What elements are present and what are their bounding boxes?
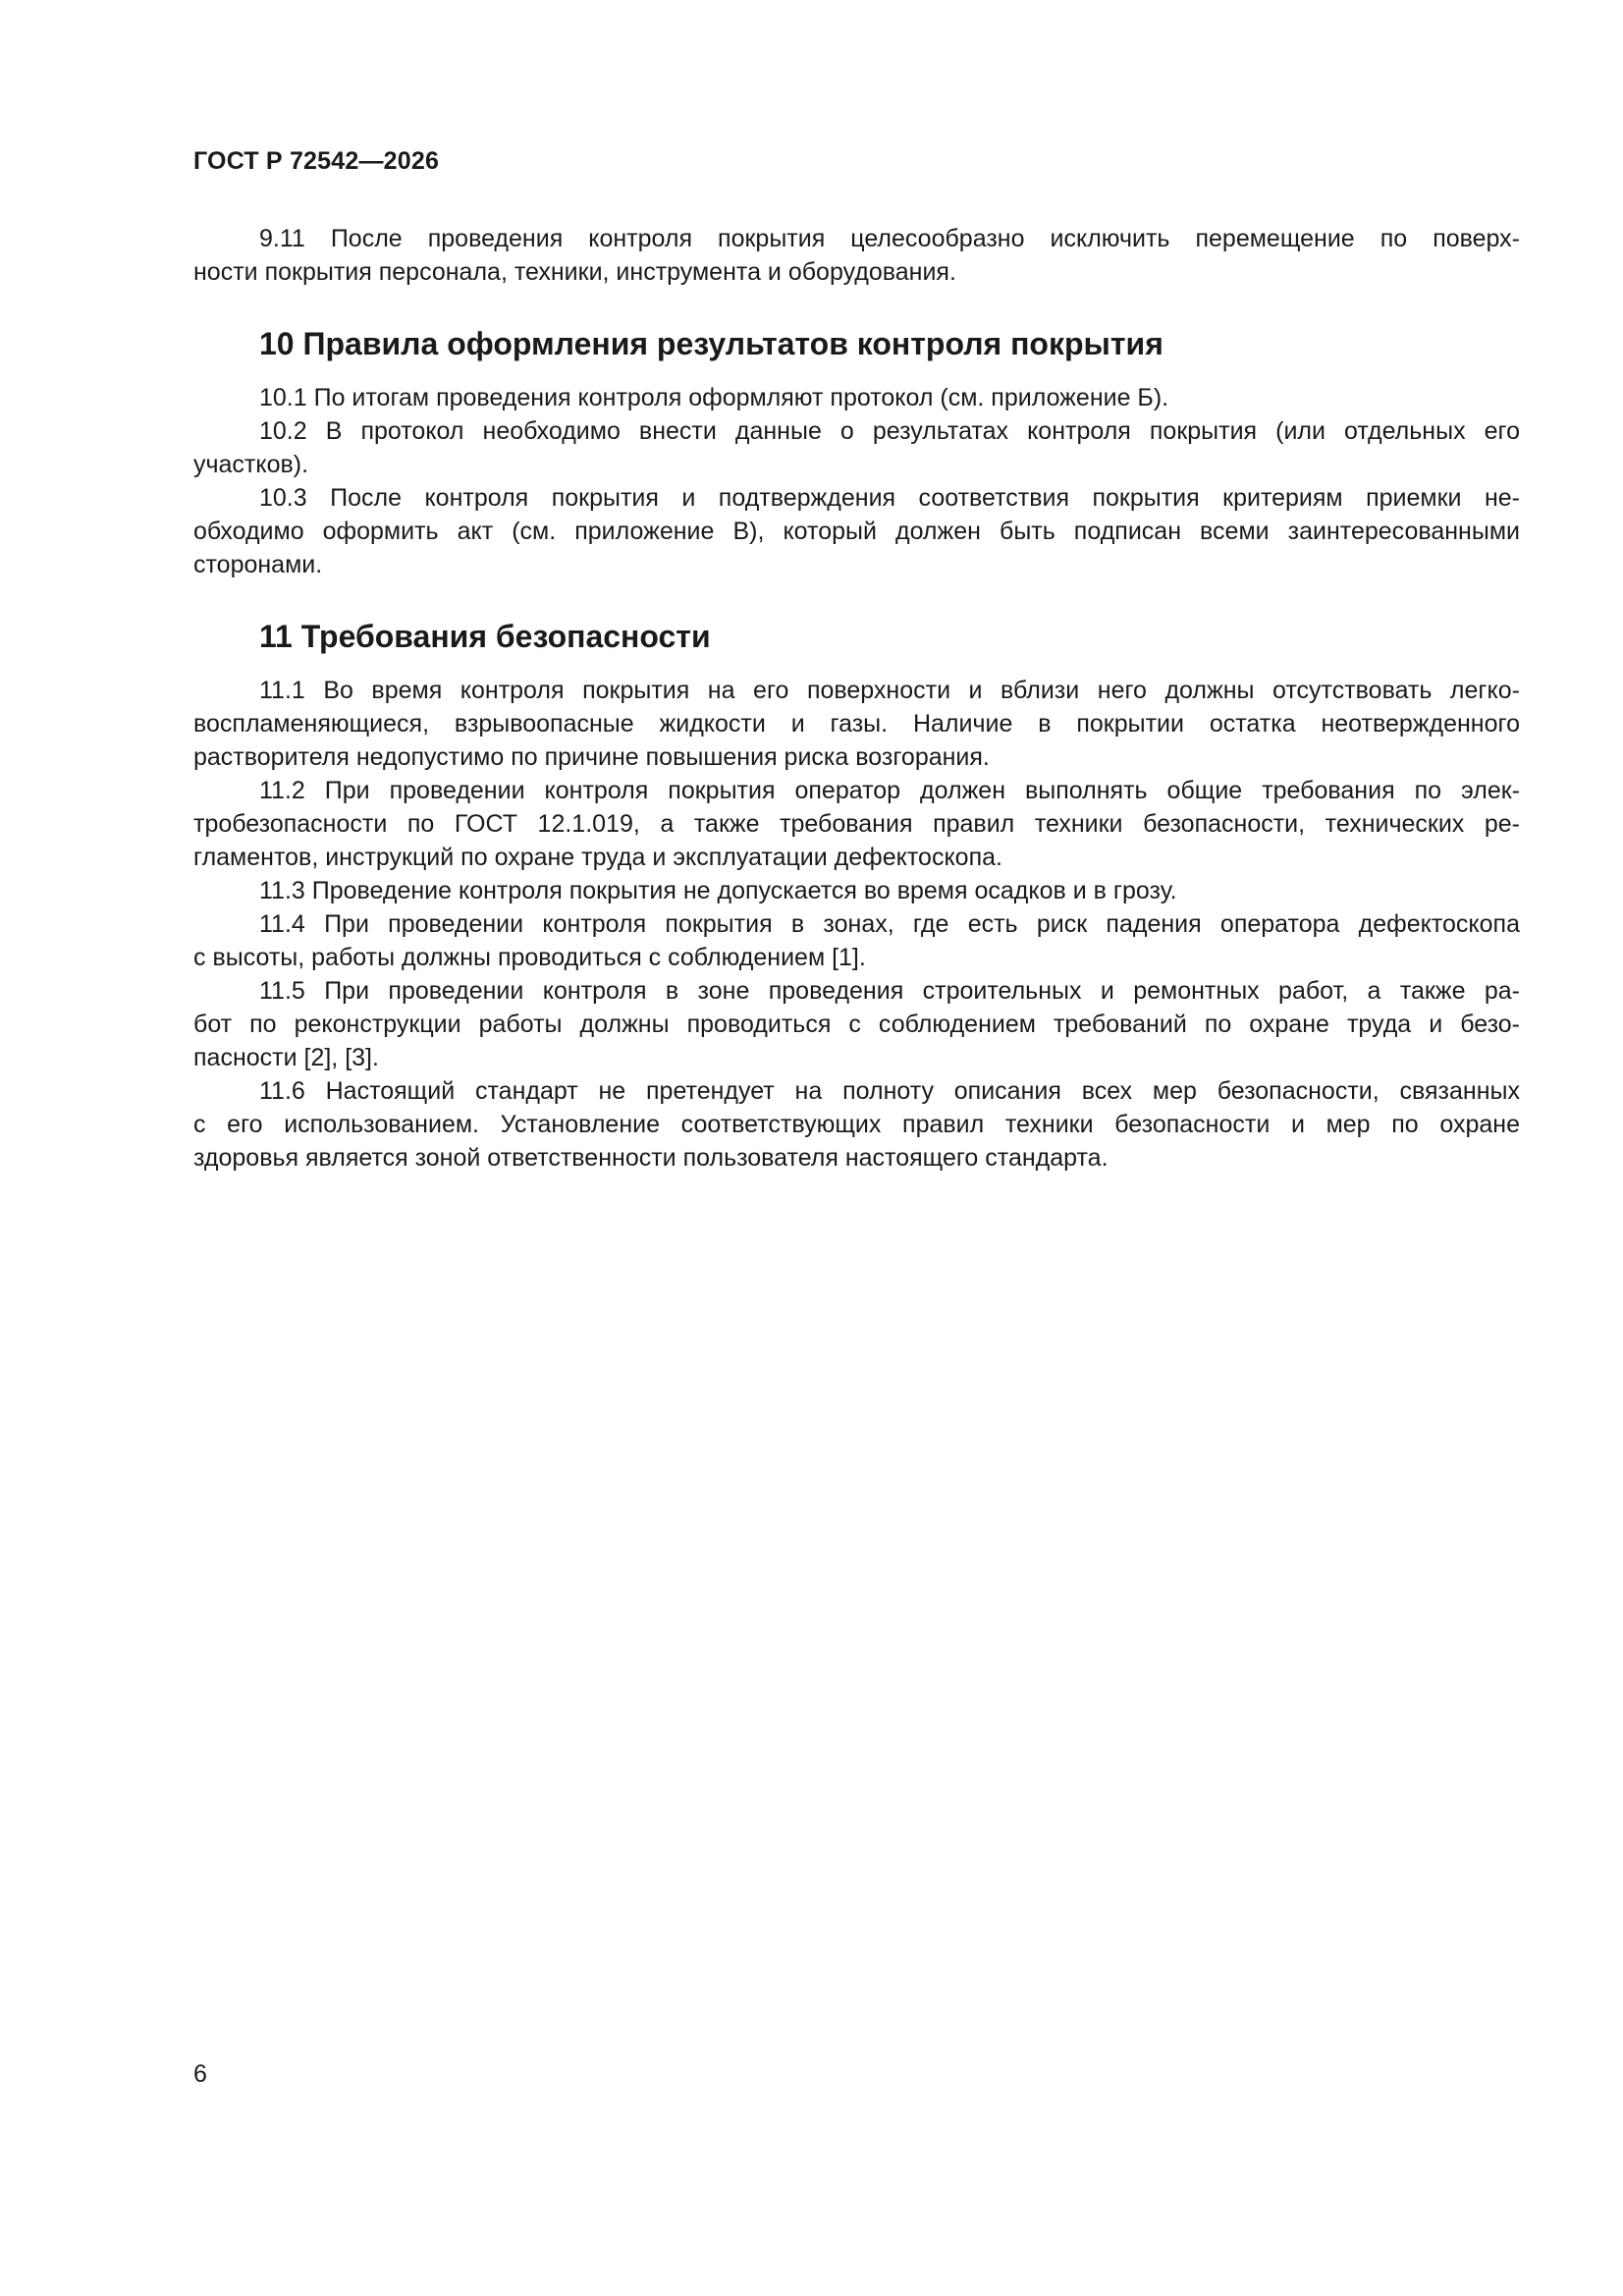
text-line: гламентов, инструкций по охране труда и эксплуатации дефектоскопа. <box>193 844 1002 871</box>
paragraph-11-4 <box>193 907 1520 974</box>
text-line: обходимо оформить акт (см. приложение В), который должен быть подписан всеми заинтересованными <box>193 518 1520 545</box>
document-body <box>193 222 1520 1175</box>
paragraph-11-1 <box>193 674 1520 774</box>
text-line: участков). <box>193 451 309 478</box>
paragraph-11-6 <box>193 1074 1520 1175</box>
text-line: пасности [2], [3]. <box>193 1044 379 1071</box>
paragraph-11-5 <box>193 974 1520 1074</box>
page-number: 6 <box>193 2060 207 2088</box>
text-line: сторонами. <box>193 551 323 578</box>
paragraph-9-11 <box>193 222 1520 289</box>
text-line: 11.4 При проведении контроля покрытия в зонах, где есть риск падения оператора дефектоскопа <box>259 910 1520 938</box>
text-line: 11.1 Во время контроля покрытия на его поверхности и вблизи него должны отсутствовать легко- <box>259 677 1520 704</box>
text-line: 10.2 В протокол необходимо внести данные о результатах контроля покрытия (или отдельных его <box>259 417 1520 445</box>
text-line: тробезопасности по ГОСТ 12.1.019, а также требования правил техники безопасности, технических ре- <box>193 810 1520 838</box>
document-code-header: ГОСТ Р 72542—2026 <box>193 147 440 175</box>
text-line: 11.2 При проведении контроля покрытия оператор должен выполнять общие требования по элек- <box>259 777 1520 804</box>
text-line: воспламеняющиеся, взрывоопасные жидкости и газы. Наличие в покрытии остатка неотвержденного <box>193 710 1520 738</box>
paragraph-11-2 <box>193 774 1520 874</box>
text-line: с его использованием. Установление соответствующих правил техники безопасности и мер по охране <box>193 1111 1520 1138</box>
text-line: здоровья является зоной ответственности пользователя настоящего стандарта. <box>193 1144 1109 1172</box>
text-line: с высоты, работы должны проводиться с соблюдением [1]. <box>193 944 866 971</box>
paragraph-10-1 <box>193 381 1520 414</box>
text-line: ности покрытия персонала, техники, инструмента и оборудования. <box>193 258 956 286</box>
paragraph-10-2 <box>193 414 1520 481</box>
section-10-heading: 10 Правила оформления результатов контроля покрытия <box>259 326 1163 361</box>
text-line: 11.6 Настоящий стандарт не претендует на полноту описания всех мер безопасности, связанных <box>259 1077 1520 1105</box>
text-line: растворителя недопустимо по причине повышения риска возгорания. <box>193 743 990 771</box>
text-line: 11.3 Проведение контроля покрытия не допускается во время осадков и в грозу. <box>259 877 1177 904</box>
text-line: бот по реконструкции работы должны проводиться с соблюдением требований по охране труда и безо- <box>193 1011 1520 1038</box>
section-11-heading: 11 Требования безопасности <box>259 619 711 654</box>
text-line: 10.1 По итогам проведения контроля оформляют протокол (см. приложение Б). <box>259 384 1169 411</box>
paragraph-10-3 <box>193 481 1520 581</box>
text-line: 10.3 После контроля покрытия и подтверждения соответствия покрытия критериям приемки не- <box>259 484 1520 512</box>
text-line: 11.5 При проведении контроля в зоне проведения строительных и ремонтных работ, а также ра- <box>259 977 1520 1005</box>
text-line: 9.11 После проведения контроля покрытия целесообразно исключить перемещение по поверх- <box>259 225 1520 252</box>
paragraph-11-3 <box>193 874 1520 907</box>
